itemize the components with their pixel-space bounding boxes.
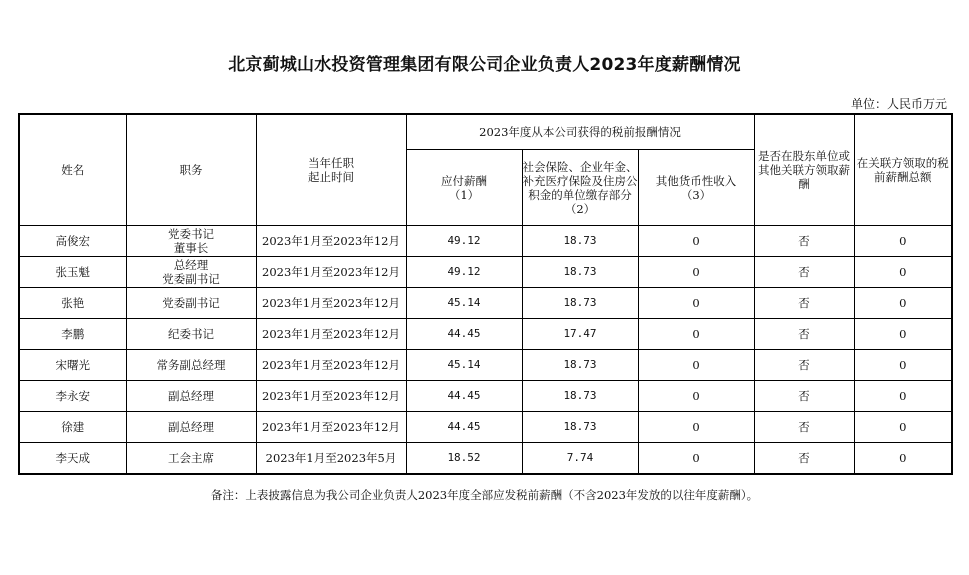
cell-related-total: 0: [854, 381, 952, 412]
table-row: [19, 412, 952, 443]
cell-term: 2023年1月至2023年12月: [256, 412, 406, 443]
cell-other: 0: [638, 381, 754, 412]
cell-term: 2023年1月至2023年12月: [256, 226, 406, 257]
cell-salary: 44.45: [406, 381, 522, 412]
cell-related: 否: [754, 319, 854, 350]
cell-related: 否: [754, 257, 854, 288]
cell-position: 纪委书记: [126, 319, 256, 350]
cell-related-total: 0: [854, 288, 952, 319]
cell-related: 否: [754, 288, 854, 319]
cell-related-total: 0: [854, 226, 952, 257]
cell-position: 总经理 党委副书记: [126, 257, 256, 288]
cell-salary: 49.12: [406, 226, 522, 257]
cell-other: 0: [638, 412, 754, 443]
table-row: [19, 319, 952, 350]
cell-position: 工会主席: [126, 443, 256, 475]
cell-name: 张玉魁: [19, 257, 126, 288]
table-body: [19, 226, 952, 475]
table-row: [19, 381, 952, 412]
cell-position: 副总经理: [126, 381, 256, 412]
cell-other: 0: [638, 226, 754, 257]
header-salary: 应付薪酬 （1）: [406, 150, 522, 226]
unit-label: 单位：人民币万元: [850, 97, 947, 111]
table-row: [19, 350, 952, 381]
cell-insurance: 17.47: [522, 319, 638, 350]
cell-term: 2023年1月至2023年12月: [256, 319, 406, 350]
header-name: 姓名: [19, 114, 126, 226]
cell-other: 0: [638, 319, 754, 350]
cell-name: 张艳: [19, 288, 126, 319]
table-row: [19, 288, 952, 319]
cell-salary: 44.45: [406, 412, 522, 443]
cell-related: 否: [754, 226, 854, 257]
cell-insurance: 18.73: [522, 288, 638, 319]
cell-insurance: 18.73: [522, 226, 638, 257]
cell-term: 2023年1月至2023年12月: [256, 381, 406, 412]
header-related-party: 是否在股东单位或其他关联方领取薪酬: [754, 114, 854, 226]
cell-insurance: 18.73: [522, 257, 638, 288]
cell-other: 0: [638, 288, 754, 319]
cell-related: 否: [754, 443, 854, 475]
cell-related-total: 0: [854, 319, 952, 350]
header-related-total: 在关联方领取的税前薪酬总额: [854, 114, 952, 226]
cell-position: 常务副总经理: [126, 350, 256, 381]
cell-name: 高俊宏: [19, 226, 126, 257]
cell-salary: 18.52: [406, 443, 522, 475]
cell-salary: 45.14: [406, 350, 522, 381]
cell-insurance: 7.74: [522, 443, 638, 475]
header-term: 当年任职 起止时间: [256, 114, 406, 226]
cell-term: 2023年1月至2023年12月: [256, 257, 406, 288]
cell-related: 否: [754, 381, 854, 412]
cell-other: 0: [638, 350, 754, 381]
footnote: 备注：上表披露信息为我公司企业负责人2023年度全部应发税前薪酬（不含2023年发放的以往年度薪酬）。: [210, 488, 759, 502]
cell-term: 2023年1月至2023年12月: [256, 288, 406, 319]
cell-name: 宋曙光: [19, 350, 126, 381]
cell-term: 2023年1月至2023年5月: [256, 443, 406, 475]
table-row: [19, 443, 952, 475]
table-row: [19, 257, 952, 288]
cell-name: 李永安: [19, 381, 126, 412]
cell-insurance: 18.73: [522, 350, 638, 381]
cell-related-total: 0: [854, 412, 952, 443]
cell-other: 0: [638, 257, 754, 288]
cell-related: 否: [754, 350, 854, 381]
cell-salary: 45.14: [406, 288, 522, 319]
cell-term: 2023年1月至2023年12月: [256, 350, 406, 381]
cell-salary: 44.45: [406, 319, 522, 350]
header-position: 职务: [126, 114, 256, 226]
cell-name: 李天成: [19, 443, 126, 475]
cell-other: 0: [638, 443, 754, 475]
cell-related-total: 0: [854, 257, 952, 288]
cell-position: 副总经理: [126, 412, 256, 443]
cell-related: 否: [754, 412, 854, 443]
table-row: [19, 226, 952, 257]
cell-name: 李鹏: [19, 319, 126, 350]
compensation-table: [18, 113, 953, 475]
cell-position: 党委书记 董事长: [126, 226, 256, 257]
cell-related-total: 0: [854, 350, 952, 381]
page-title: 北京蓟城山水投资管理集团有限公司企业负责人2023年度薪酬情况: [228, 55, 741, 75]
cell-insurance: 18.73: [522, 412, 638, 443]
header-insurance: 社会保险、企业年金、补充医疗保险及住房公积金的单位缴存部分 （2）: [522, 150, 638, 226]
cell-name: 徐建: [19, 412, 126, 443]
header-other-income: 其他货币性收入 （3）: [638, 150, 754, 226]
cell-related-total: 0: [854, 443, 952, 475]
header-pretax-group: 2023年度从本公司获得的税前报酬情况: [406, 114, 754, 150]
cell-insurance: 18.73: [522, 381, 638, 412]
cell-position: 党委副书记: [126, 288, 256, 319]
cell-salary: 49.12: [406, 257, 522, 288]
